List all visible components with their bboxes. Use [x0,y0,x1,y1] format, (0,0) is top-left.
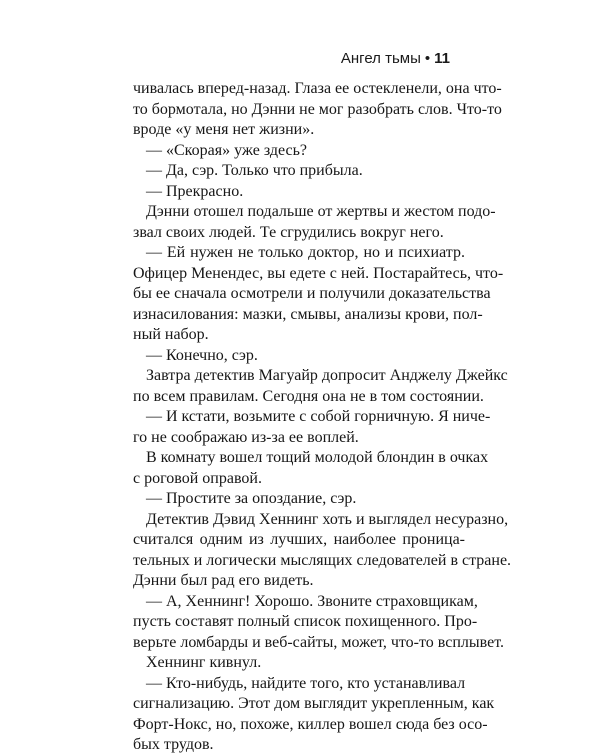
text-line: — Конечно, сэр. [146,346,258,364]
running-head [341,50,450,67]
text-line: Хеннинг кивнул. [146,654,262,671]
page-number: 11 [434,50,450,67]
text-line: — Да, сэр. Только что прибыла. [146,162,363,179]
text-line: чивалась вперед-назад. Глаза ее остекленели, она что- [133,80,502,97]
text-line: го не соображаю из-за ее воплей. [133,428,359,446]
text-line: ный набор. [133,326,209,343]
text-line: по всем правилам. Сегодня она не в том состоянии. [133,387,484,405]
text-line: — Простите за опоздание, сэр. [146,490,357,507]
text-line: Дэнни отошел подальше от жертвы и жестом подо- [146,203,496,220]
text-line: Форт-Нокс, но, похоже, киллер вошел сюда без осо- [133,715,488,733]
text-line: — Ей нужен не только доктор, но и психиатр. [146,244,465,261]
text-line: — А, Хеннинг! Хорошо. Звоните страховщикам, [146,592,478,610]
text-line: — Кто-нибудь, найдите того, кто устанавливал [146,674,466,692]
body-text [133,79,512,756]
text-line: — «Скорая» уже здесь? [146,141,307,159]
text-line: верьте ломбарды и веб-сайты, может, что-то всплывет. [133,633,504,651]
text-line: тельных и логически мыслящих следователей в стране. [133,551,512,569]
text-line: вроде «у меня нет жизни». [133,121,315,138]
text-line: В комнату вошел тощий молодой блондин в очках [146,449,489,466]
text-line: пусть составят полный список похищенного. Про- [133,613,478,630]
text-line: Офицер Менендес, вы едете с ней. Постарайтесь, что- [133,264,504,282]
text-line: бы ее сначала осмотрели и получили доказательства [133,285,491,302]
text-line: бых трудов. [133,736,214,753]
header-separator: • [424,50,431,67]
text-line: считался одним из лучших, наиболее проница- [133,531,465,548]
text-line: — И кстати, возьмите с собой горничную. Я ниче- [146,408,491,425]
text-line: то бормотала, но Дэнни не мог разобрать слов. Что-то [133,100,502,118]
text-line: с роговой оправой. [133,469,262,487]
text-line: сигнализацию. Этот дом выглядит укрепленным, как [133,695,495,712]
text-line: Дэнни был рад его видеть. [133,572,314,589]
text-line: Детектив Дэвид Хеннинг хоть и выглядел несуразно, [146,510,509,528]
book-title: Ангел тьмы [340,50,421,67]
text-line: изнасилования: мазки, смывы, анализы крови, пол- [133,305,483,323]
text-line: Завтра детектив Магуайр допросит Анджелу Джейкс [146,367,508,384]
text-line: — Прекрасно. [146,182,244,200]
text-line: звал своих людей. Те сгрудились вокруг него. [133,223,444,241]
